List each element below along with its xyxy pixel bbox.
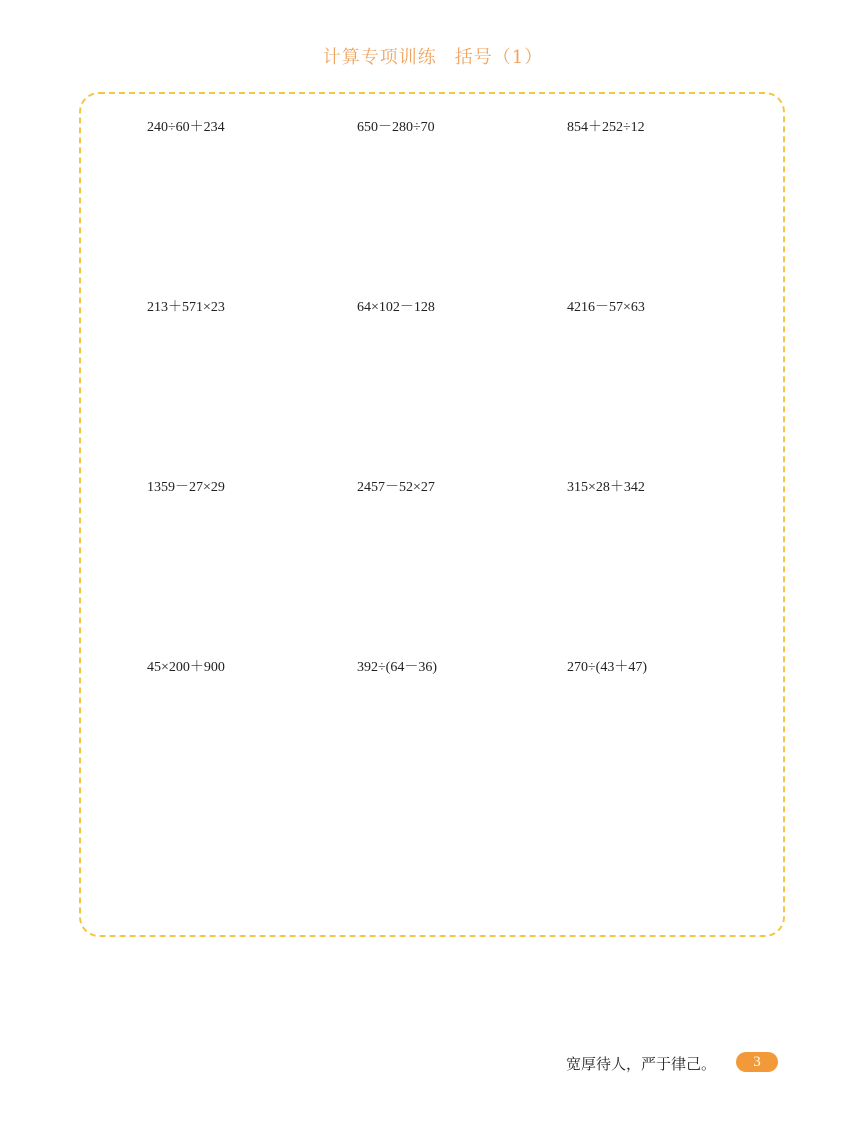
title-topic: 计算专项训练	[322, 47, 437, 68]
problem-3-2: 2457－52×27	[357, 480, 435, 495]
title-subtopic: 括号（1）	[454, 47, 544, 68]
problem-1-3: 854＋252÷12	[567, 120, 645, 135]
problem-1-1: 240÷60＋234	[147, 120, 225, 135]
problem-4-3: 270÷(43＋47)	[567, 660, 648, 675]
page-number-badge: 3	[736, 1052, 778, 1072]
footer-motto: 宽厚待人，严于律己。	[566, 1055, 717, 1073]
problem-1-2: 650－280÷70	[357, 120, 435, 135]
problem-2-1: 213＋571×23	[147, 300, 225, 315]
page-title	[0, 43, 866, 69]
problem-3-1: 1359－27×29	[147, 480, 225, 495]
problem-2-2: 64×102－128	[357, 300, 435, 315]
exercise-frame	[79, 92, 785, 937]
problem-4-2: 392÷(64－36)	[357, 660, 438, 675]
problem-3-3: 315×28＋342	[567, 480, 645, 495]
problem-2-3: 4216－57×63	[567, 300, 645, 315]
problem-4-1: 45×200＋900	[147, 660, 225, 675]
